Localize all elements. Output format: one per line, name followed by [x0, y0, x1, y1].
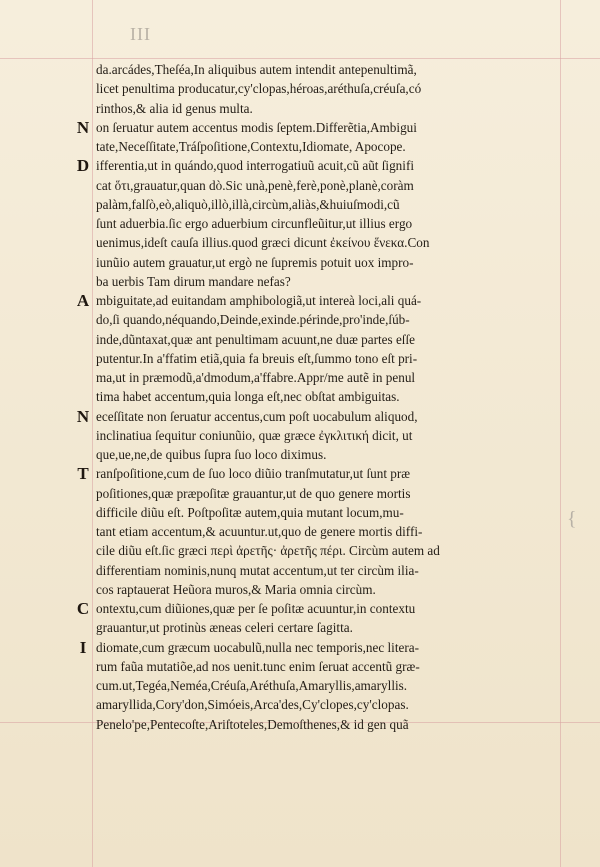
line-content-24: difficile diũu eſt. Poſtpoſitæ autem,quia mutant locum,mu- — [96, 504, 404, 520]
line-initial-29: C — [76, 599, 90, 618]
line-content-14: do,ſi quando,néquando,Deinde,exinde.périnde,pro'inde,ſúb- — [96, 312, 410, 328]
text-line-22 — [77, 464, 552, 484]
line-content-34: amaryllida,Cory'don,Simóeis,Arca'des,Cy'clopes,cy'clopas. — [96, 697, 409, 713]
line-content-35: Penelo'pe,Pentecoſte,Ariſtoteles,Demoſthenes,& id gen quã — [96, 716, 409, 732]
line-content-18: tima habet accentum,quia longa eſt,nec obſtat ambiguitas. — [96, 389, 400, 405]
line-content-32: rum faũa mutatiõe,ad nos uenit.tunc enim ſeruat accentũ græ- — [96, 658, 420, 674]
line-content-13: mbiguitate,ad euitandam amphibologiã,ut intereà loci,ali quá- — [96, 293, 422, 308]
line-content-28: cos raptauerat Heũora muros,& Maria omnia circùm. — [96, 581, 376, 597]
line-content-11: iunũio autem grauatur,ut ergò ne ſupremis potuit uox impro- — [96, 254, 414, 270]
line-content-9: ſunt aduerbia.ſic ergo aduerbium circunfleũitur,ut illius ergo — [96, 216, 413, 231]
text-line-24 — [96, 503, 552, 522]
line-content-25: tant etiam accentum,& acuuntur.ut,quo de genere mortis diffi- — [96, 524, 423, 539]
line-content-23: poſitiones,quæ præpoſitæ grauantur,ut de quo genere mortis — [96, 485, 411, 501]
text-line-35 — [96, 715, 552, 734]
text-line-34 — [96, 695, 552, 714]
line-content-21: que,ue,ne,de quibus ſupra ſuo loco diximus. — [96, 447, 327, 462]
line-content-33: cum.ut,Tegéa,Neméa,Créuſa,Aréthuſa,Amaryllis,amaryllis. — [96, 678, 408, 693]
line-content-27: differentiam nominis,nunq mutat accentum,ut ter circùm ilia- — [96, 562, 419, 578]
text-line-29 — [76, 599, 552, 618]
text-line-8 — [96, 195, 552, 214]
line-content-30: grauantur,ut protinùs æneas celeri certare ſagitta. — [96, 620, 353, 636]
text-line-33 — [96, 676, 552, 695]
text-line-16 — [96, 349, 552, 368]
line-initial-19: N — [76, 406, 90, 426]
text-line-9 — [96, 214, 552, 233]
text-line-7 — [96, 176, 552, 195]
text-line-32 — [96, 657, 552, 676]
line-content-5: tate,Neceſſitate,Tráſpoſitione,Contextu,Idiomate, Apocope. — [96, 139, 406, 154]
text-line-28 — [96, 580, 552, 599]
line-content-12: ba uerbis Tam dirum mandare nefas? — [96, 273, 291, 289]
top-margin-rule — [0, 58, 600, 59]
line-content-31: diomate,cum græcum uocabulũ,nulla nec temporis,nec litera- — [96, 639, 419, 655]
text-line-26 — [96, 541, 552, 560]
text-line-31 — [79, 637, 552, 657]
text-line-14 — [96, 310, 552, 329]
text-line-19 — [76, 406, 552, 426]
text-line-10 — [96, 233, 552, 252]
text-line-1 — [96, 60, 552, 79]
line-content-7: cat ὅτι,grauatur,quan dò.Sic unà,penè,ferè,ponè,planè,coràm — [96, 177, 414, 193]
line-content-4: on ſeruatur autem accentus modis ſeptem.Differẽtia,Ambigui — [96, 119, 417, 135]
text-line-30 — [96, 618, 552, 637]
text-line-11 — [96, 253, 552, 272]
left-margin-rule — [92, 0, 93, 867]
line-content-22: ranſpoſitione,cum de ſuo loco diũio tranſmutatur,ut ſunt præ — [96, 466, 411, 482]
line-initial-31: I — [79, 637, 87, 657]
right-margin-rule — [560, 0, 561, 867]
line-content-16: putentur.In a'ffatim etiã,quia fa breuis eſt,ſummo tono eſt pri- — [96, 350, 418, 366]
line-content-8: palàm,falſò,eò,aliquò,illò,illà,circùm,aliàs,&huiuſmodi,cũ — [96, 196, 400, 212]
text-line-17 — [96, 368, 552, 387]
line-content-15: inde,dũntaxat,quæ ant penultimam acuunt,ne duæ partes eſſe — [96, 331, 415, 347]
text-line-21 — [96, 445, 552, 464]
text-line-5 — [96, 137, 552, 156]
line-content-2: licet penultima producatur,cy'clopas,héroas,aréthuſa,créuſa,có — [96, 81, 422, 97]
line-initial-13: A — [76, 291, 90, 310]
line-content-19: eceſſitate non ſeruatur accentus,cum poſt uocabulum aliquod, — [96, 408, 418, 424]
text-line-20 — [96, 426, 552, 445]
text-line-18 — [96, 387, 552, 406]
folio-mark: III — [130, 24, 151, 44]
line-content-1: da.arcádes,Theſéa,In aliquibus autem intendit antepenultimã, — [96, 62, 417, 77]
line-content-29: ontextu,cum diũiones,quæ per ſe poſitæ acuuntur,in contextu — [96, 601, 416, 616]
text-line-13 — [76, 291, 552, 310]
line-content-3: rinthos,& alia id genus multa. — [96, 100, 253, 116]
text-line-2 — [96, 79, 552, 98]
line-initial-4: N — [76, 117, 90, 137]
line-initial-22: T — [77, 464, 89, 484]
text-line-23 — [96, 484, 552, 503]
line-content-6: ifferentia,ut in quándo,quod interrogatiuũ acuit,cũ aũt ſignifi — [96, 158, 415, 174]
text-line-25 — [96, 522, 552, 541]
margin-mark: { — [567, 508, 577, 530]
body-text — [76, 60, 552, 734]
text-line-3 — [96, 99, 552, 118]
text-line-4 — [76, 117, 552, 137]
text-line-6 — [76, 156, 552, 176]
line-content-26: cile diũu eſt.ſic græci περὶ ἀρετῆς· ἀρετῆς πέρι. Circùm autem ad — [96, 543, 440, 559]
text-line-27 — [96, 561, 552, 580]
line-content-10: uenimus,ideſt cauſa illius.quod græci dicunt ἐκείνου ἕνεκα.Con — [96, 235, 430, 251]
text-line-15 — [96, 330, 552, 349]
line-content-20: inclinatiua ſequitur coniunũio, quæ græce ἐγκλιτική dicit, ut — [96, 427, 413, 443]
line-initial-6: D — [76, 156, 90, 176]
line-content-17: ma,ut in præmodũ,a'dmodum,a'ffabre.Appr/me autẽ in penul — [96, 370, 416, 385]
text-line-12 — [96, 272, 552, 291]
